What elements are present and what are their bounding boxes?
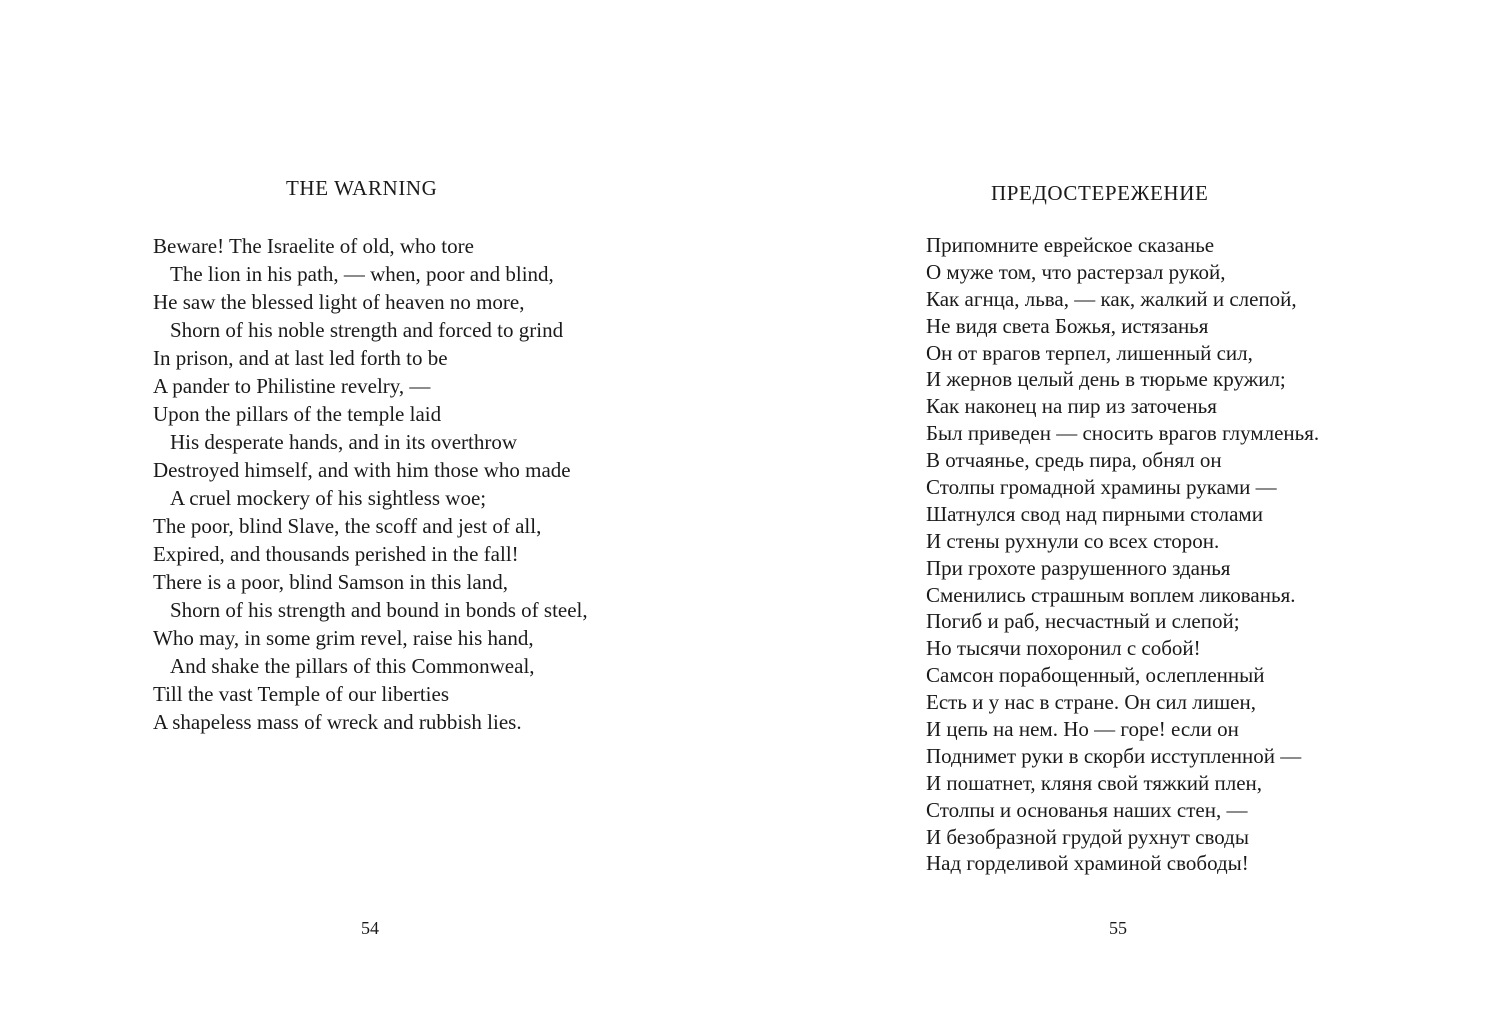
poem-line: Погиб и раб, несчастный и слепой; (926, 609, 1240, 634)
poem-line: Но тысячи похоронил с собой! (926, 636, 1201, 661)
poem-line: Expired, and thousands perished in the fall! (153, 542, 519, 566)
poem-line: There is a poor, blind Samson in this land, (153, 570, 508, 594)
poem-line: Destroyed himself, and with him those who made (153, 458, 571, 482)
poem-line: And shake the pillars of this Commonweal, (170, 654, 535, 678)
page-number-left: 54 (361, 918, 379, 938)
poem-line: О муже том, что растерзал рукой, (926, 259, 1226, 284)
poem-english (153, 232, 588, 736)
poem-line: Над горделивой храминой свободы! (926, 851, 1249, 876)
poem-line: Shorn of his noble strength and forced to grind (170, 318, 564, 342)
right-page (750, 0, 1500, 1009)
poem-line: Upon the pillars of the temple laid (153, 402, 442, 426)
poem-line: Самсон порабощенный, ослепленный (926, 663, 1265, 688)
poem-line: Сменились страшным воплем ликованья. (926, 582, 1296, 607)
poem-line: В отчаянье, средь пира, обнял он (926, 448, 1222, 473)
poem-line: Столпы и основанья наших стен, — (926, 797, 1248, 822)
poem-line: In prison, and at last led forth to be (153, 346, 448, 370)
poem-line: Поднимет руки в скорби исступленной — (926, 743, 1302, 768)
poem-line: Был приведен — сносить врагов глумленья. (926, 421, 1320, 446)
poem-title-russian: ПРЕДОСТЕРЕЖЕНИЕ (991, 181, 1209, 205)
poem-line: Beware! The Israelite of old, who tore (153, 234, 474, 258)
poem-line: He saw the blessed light of heaven no more, (153, 290, 525, 314)
poem-line: И пошатнет, кляня свой тяжкий плен, (926, 770, 1263, 795)
poem-line: The lion in his path, — when, poor and blind, (170, 262, 554, 286)
poem-line: При грохоте разрушенного зданья (926, 555, 1231, 580)
poem-russian (926, 232, 1319, 877)
poem-line: Как наконец на пир из заточенья (926, 394, 1217, 419)
poem-line: Не видя света Божья, истязанья (926, 313, 1209, 338)
poem-line: Шатнулся свод над пирными столами (926, 501, 1263, 526)
poem-line: Он от врагов терпел, лишенный сил, (926, 340, 1253, 365)
poem-line: И безобразной грудой рухнут своды (926, 824, 1249, 849)
poem-line: A cruel mockery of his sightless woe; (170, 486, 487, 510)
poem-line: Who may, in some grim revel, raise his hand, (153, 626, 534, 650)
poem-line: A shapeless mass of wreck and rubbish lies. (153, 710, 522, 734)
poem-line: The poor, blind Slave, the scoff and jest of all, (153, 514, 542, 538)
poem-line: Shorn of his strength and bound in bonds of steel, (170, 598, 588, 622)
poem-line: Till the vast Temple of our liberties (153, 682, 449, 706)
poem-line: И стены рухнули со всех сторон. (926, 528, 1220, 553)
poem-title-english: THE WARNING (286, 176, 438, 200)
poem-line: His desperate hands, and in its overthrow (170, 430, 518, 454)
poem-line: Припомните еврейское сказанье (926, 233, 1215, 257)
poem-line: A pander to Philistine revelry, — (153, 374, 431, 398)
poem-line: Есть и у нас в стране. Он сил лишен, (926, 690, 1256, 715)
page-number-right: 55 (1109, 918, 1127, 938)
poem-line: И цепь на нем. Но — горе! если он (926, 717, 1239, 742)
poem-line: Как агнца, льва, — как, жалкий и слепой, (926, 286, 1297, 311)
poem-line: И жернов целый день в тюрьме кружил; (926, 367, 1286, 392)
poem-line: Столпы громадной храмины руками — (926, 475, 1277, 500)
